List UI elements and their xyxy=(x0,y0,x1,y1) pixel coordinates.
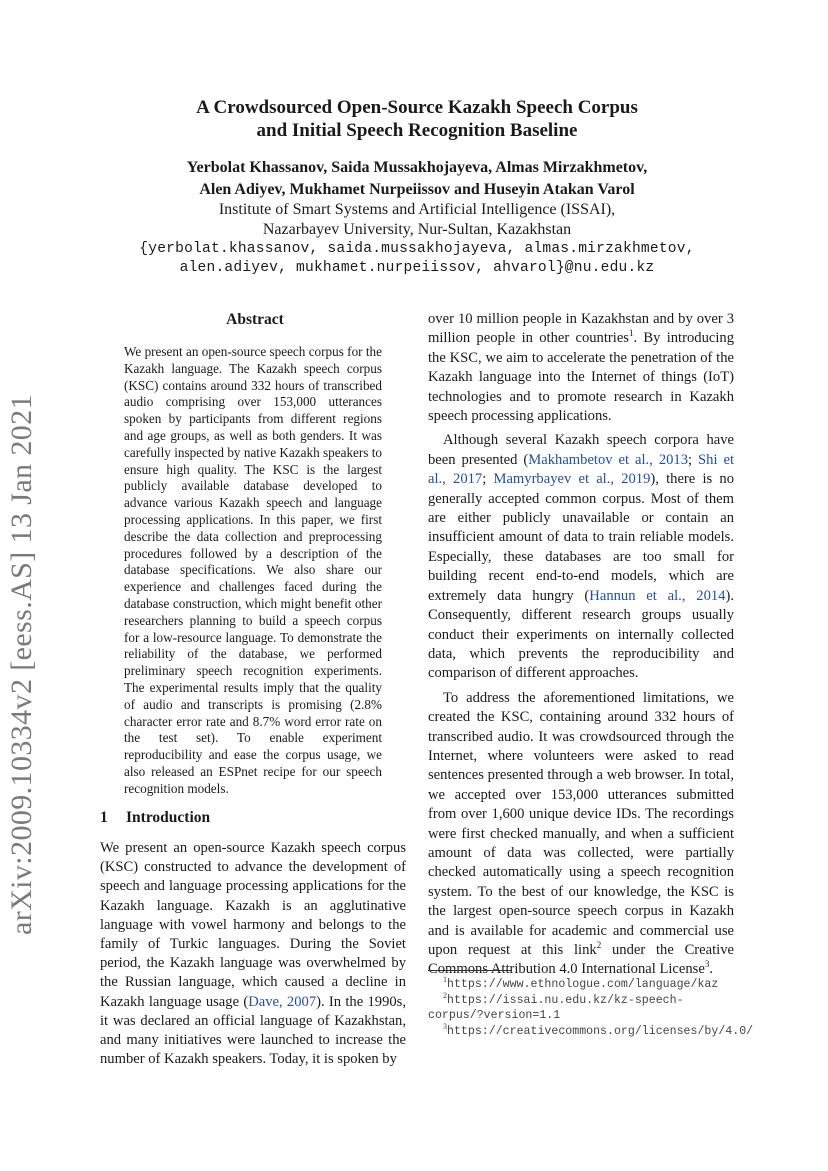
section-heading-introduction xyxy=(100,809,210,827)
footnote-url[interactable]: https://www.ethnologue.com/language/kaz xyxy=(447,978,719,991)
footnote-url[interactable]: https://creativecommons.org/licenses/by/4.0/ xyxy=(447,1024,754,1038)
paragraph-text: ), there is no generally accepted common corpus. Most of them are either publicly unavailable or contain an insufficient amount of data to train reliable models. Especially, these databases are too small for building recent end-to-end models, which are extremely data hungry ( xyxy=(428,471,734,604)
footnote xyxy=(428,990,734,1024)
paragraph-text: To address the aforementioned limitations, we created the KSC, containing around 332 hours of transcribed audio. It was crowdsourced through the Internet, where volunteers were asked to read sentences presented through a web browser. In total, we accepted over 153,000 utterances submitted from over 1,600 unique device IDs. The recordings were first checked manually, and when a sufficient amount of data was collected, were partially checked automatically using a speech recognition system. To the best of our knowledge, the KSC is the largest open-source speech corpus in Kazakh and is available for academic and commercial use upon request at this link xyxy=(428,689,734,958)
affiliation xyxy=(100,200,734,240)
abstract-body: We present an open-source speech corpus for the Kazakh language. The Kazakh speech corpus (KSC) contains around 332 hours of transcribed audio comprising over 153,000 utterances spoken by participants from different regions and age groups, as well as both genders. It was carefully inspected by native Kazakh speakers to ensure high quality. The KSC is the largest publicly available database developed to advance various Kazakh speech and language processing applications. In this paper, we first describe the data collection and preprocessing procedures followed by a description of the database specifications. We also share our experience and challenges faced during the database construction, which might benefit other researchers planning to build a speech corpus for a low-resource language. To demonstrate the reliability of the database, we performed preliminary speech recognition experiments. The experimental results imply that the quality of audio and transcripts is promising (2.8% character error rate and 8.7% word error rate on the test set). To enable experiment reproducibility and ease the corpus usage, we also released an ESPnet recipe for our speech recognition models. xyxy=(124,344,382,796)
citation-link[interactable]: Mamyrbayev et al., 2019 xyxy=(493,471,651,488)
section-title: Introduction xyxy=(126,809,211,826)
paragraph xyxy=(428,310,734,426)
paragraph-text: ). Consequently, different research groups usually conduct their experiments on internally collected data, which prevents the reproducibility and comparison of different approaches. xyxy=(428,587,734,682)
author-list xyxy=(100,157,734,201)
title-line-1: A Crowdsourced Open-Source Kazakh Speech Corpus xyxy=(196,97,638,118)
footnote xyxy=(428,1021,754,1040)
separator: ; xyxy=(482,471,494,488)
paragraph-text: Although several Kazakh speech corpora have been presented ( xyxy=(428,432,734,468)
authors-line-2: Alen Adiyev, Mukhamet Nurpeiissov and Huseyin Atakan Varol xyxy=(199,181,635,198)
citation-link[interactable]: Shi et al., 2017 xyxy=(428,451,735,488)
footnote-number: 2 xyxy=(443,990,447,1000)
footnote-marker[interactable]: 2 xyxy=(596,940,602,951)
footnote-number: 1 xyxy=(443,975,447,985)
section-number: 1 xyxy=(100,809,108,826)
footnote-number: 3 xyxy=(443,1021,447,1031)
introduction-paragraph xyxy=(100,839,406,1069)
title-line-2: and Initial Speech Recognition Baseline xyxy=(256,120,578,141)
footnote-marker[interactable]: 1 xyxy=(628,328,634,339)
intro-text: We present an open-source Kazakh speech corpus (KSC) constructed to advance the development of speech and language processing applications for the Kazakh language. Kazakh is an agglutinative language with vowel harmony and belongs to the family of Turkic languages. During the Soviet period, the Kazakh language was overwhelmed by the Russian language, which caused a decline in Kazakh language usage ( xyxy=(100,840,406,1010)
author-emails xyxy=(90,240,744,278)
emails-line-1: {yerbolat.khassanov, saida.mussakhojayeva, almas.mirzakhmetov, xyxy=(139,241,695,257)
intro-text: ). In the 1990s, it was declared an official language of Kazakhstan, and many initiatives were launched to increase the number of Kazakh speakers. Today, it is spoken by xyxy=(100,993,406,1068)
authors-line-1: Yerbolat Khassanov, Saida Mussakhojayeva, Almas Mirzakhmetov, xyxy=(186,159,648,176)
citation-link[interactable]: Dave, 2007 xyxy=(248,993,317,1010)
citation-link[interactable]: Hannun et al., 2014 xyxy=(589,587,726,604)
paper-title xyxy=(100,96,734,142)
emails-line-2: alen.adiyev, mukhamet.nurpeiissov, ahvarol}@nu.edu.kz xyxy=(179,260,655,276)
right-column xyxy=(428,310,734,985)
footnote-rule xyxy=(428,970,512,971)
paragraph xyxy=(428,689,734,980)
paragraph xyxy=(428,431,734,683)
paragraph-text: . xyxy=(709,961,713,978)
arxiv-identifier: arXiv:2009.10334v2 [eess.AS] 13 Jan 2021 xyxy=(5,394,38,935)
footnote-url[interactable]: https://issai.nu.edu.kz/kz-speech-corpus/?version=1.1 xyxy=(428,993,684,1022)
footnotes xyxy=(428,975,754,1039)
affiliation-line-2: Nazarbayev University, Nur-Sultan, Kazakhstan xyxy=(262,221,572,238)
footnote xyxy=(428,977,734,993)
affiliation-line-1: Institute of Smart Systems and Artificial Intelligence (ISSAI), xyxy=(218,201,616,218)
paragraph-text: over 10 million people in Kazakhstan and by over 3 million people in other countries xyxy=(428,311,734,347)
paragraph-text: under the Creative Commons Attribution 4.0 International License xyxy=(428,942,735,978)
separator: ; xyxy=(688,451,699,468)
paragraph-text: . By introducing the KSC, we aim to accelerate the penetration of the Kazakh language into the Internet of things (IoT) technologies and to promote research in Kazakh speech processing applications. xyxy=(428,330,734,425)
footnote-marker[interactable]: 3 xyxy=(704,959,710,970)
citation-link[interactable]: Makhambetov et al., 2013 xyxy=(528,451,689,468)
abstract-heading: Abstract xyxy=(226,311,284,328)
